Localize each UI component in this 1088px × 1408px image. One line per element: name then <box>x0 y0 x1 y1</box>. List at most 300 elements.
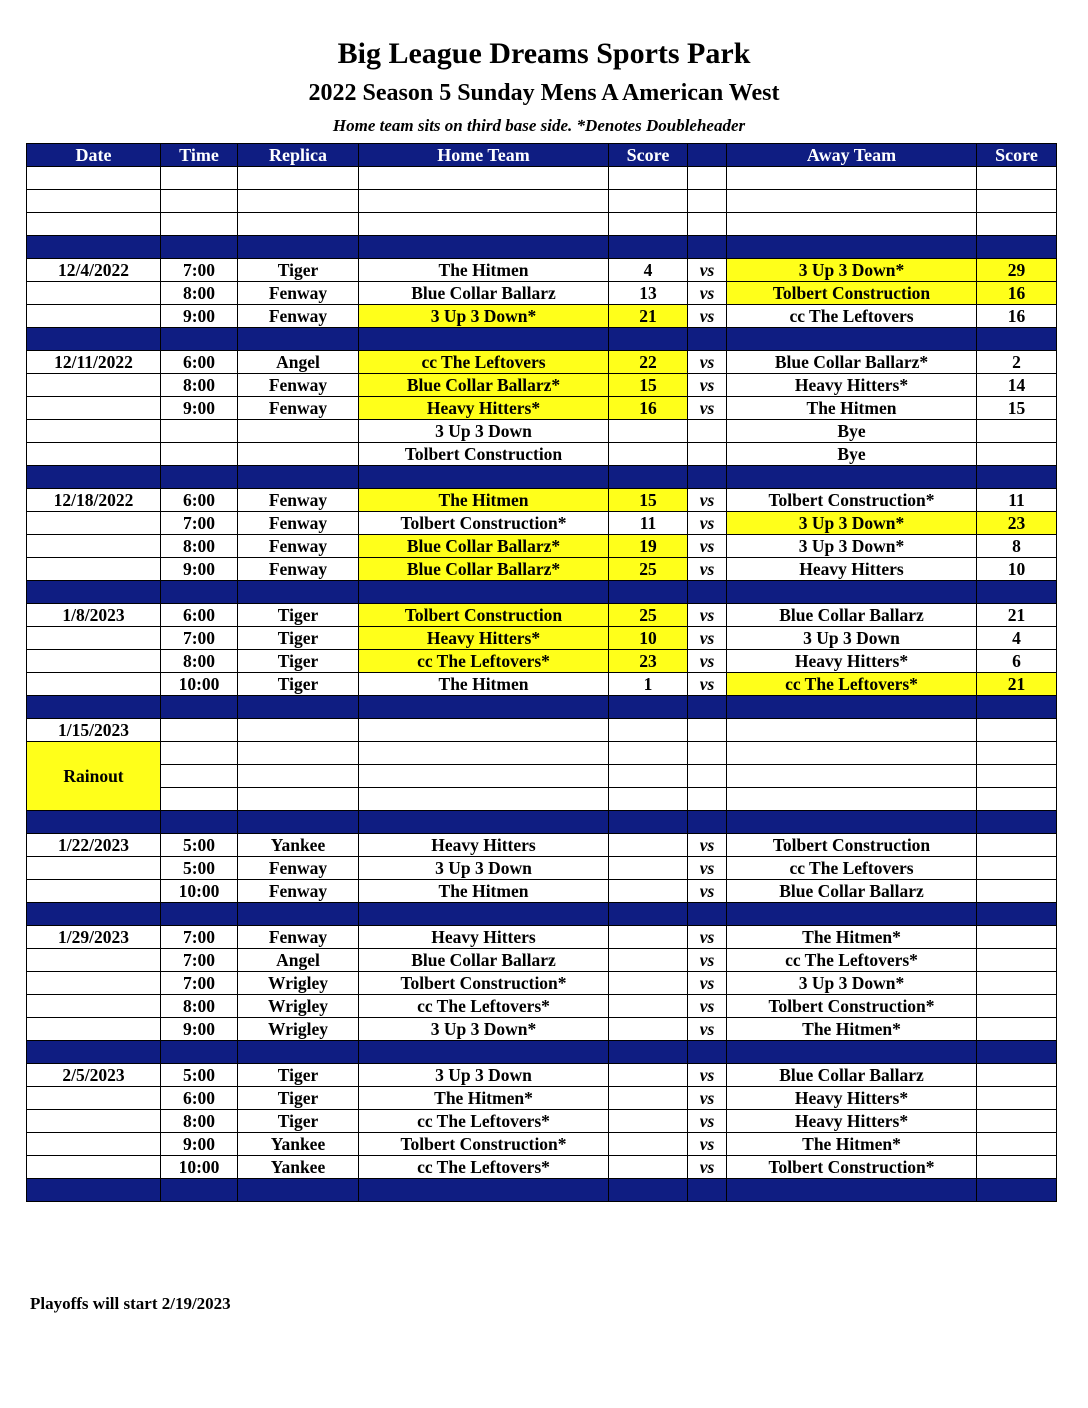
empty-cell <box>688 742 727 765</box>
separator-cell <box>161 811 238 834</box>
empty-cell <box>727 742 977 765</box>
cell-home-team: Heavy Hitters <box>359 926 609 949</box>
cell-replica <box>238 420 359 443</box>
col-header-home-team: Home Team <box>359 144 609 167</box>
cell-home-team: Blue Collar Ballarz <box>359 282 609 305</box>
separator-cell <box>977 811 1057 834</box>
table-row <box>27 282 1057 305</box>
separator-cell <box>161 328 238 351</box>
cell-home-score <box>609 857 688 880</box>
table-row <box>27 719 1057 742</box>
table-row <box>27 604 1057 627</box>
cell-vs <box>688 420 727 443</box>
cell-home-score <box>609 1064 688 1087</box>
cell-away-score <box>977 1133 1057 1156</box>
cell-date: 1/29/2023 <box>27 926 161 949</box>
cell-vs: vs <box>688 1156 727 1179</box>
cell-replica: Fenway <box>238 305 359 328</box>
cell-vs: vs <box>688 1110 727 1133</box>
cell-time: 5:00 <box>161 857 238 880</box>
cell-home-team: cc The Leftovers* <box>359 1110 609 1133</box>
cell-home-team: Heavy Hitters* <box>359 397 609 420</box>
cell-home-team <box>359 190 609 213</box>
cell-away-score: 15 <box>977 397 1057 420</box>
cell-time <box>161 167 238 190</box>
cell-replica: Fenway <box>238 489 359 512</box>
cell-time: 8:00 <box>161 1110 238 1133</box>
col-header-away-score: Score <box>977 144 1057 167</box>
cell-home-team: Tolbert Construction* <box>359 1133 609 1156</box>
cell-vs: vs <box>688 995 727 1018</box>
separator-row <box>27 328 1057 351</box>
separator-cell <box>359 236 609 259</box>
cell-away-score: 11 <box>977 489 1057 512</box>
cell-time: 9:00 <box>161 1133 238 1156</box>
cell-home-score <box>609 1156 688 1179</box>
cell-away-score <box>977 857 1057 880</box>
separator-cell <box>609 1041 688 1064</box>
cell-away-team: Tolbert Construction* <box>727 1156 977 1179</box>
cell-time <box>161 190 238 213</box>
separator-cell <box>27 1041 161 1064</box>
table-row <box>27 259 1057 282</box>
cell-away-team: Blue Collar Ballarz <box>727 1064 977 1087</box>
cell-home-score: 10 <box>609 627 688 650</box>
cell-away-score <box>977 167 1057 190</box>
cell-away-score: 29 <box>977 259 1057 282</box>
cell-away-score: 21 <box>977 604 1057 627</box>
cell-date <box>27 627 161 650</box>
separator-cell <box>727 1179 977 1202</box>
cell-away-score: 10 <box>977 558 1057 581</box>
empty-cell <box>609 765 688 788</box>
separator-cell <box>609 581 688 604</box>
cell-home-team: Tolbert Construction* <box>359 972 609 995</box>
cell-time: 9:00 <box>161 1018 238 1041</box>
separator-cell <box>727 328 977 351</box>
cell-replica: Fenway <box>238 397 359 420</box>
cell-home-team: 3 Up 3 Down <box>359 1064 609 1087</box>
cell-replica: Fenway <box>238 926 359 949</box>
cell-time: 6:00 <box>161 1087 238 1110</box>
col-header-vs <box>688 144 727 167</box>
separator-row <box>27 236 1057 259</box>
table-row <box>27 374 1057 397</box>
cell-away-team: The Hitmen <box>727 397 977 420</box>
cell-replica: Tiger <box>238 673 359 696</box>
separator-cell <box>161 696 238 719</box>
cell-vs: vs <box>688 305 727 328</box>
empty-cell <box>688 765 727 788</box>
cell-vs: vs <box>688 834 727 857</box>
separator-cell <box>688 466 727 489</box>
cell-vs: vs <box>688 351 727 374</box>
cell-replica: Fenway <box>238 880 359 903</box>
cell-home-score <box>609 190 688 213</box>
cell-home-score: 16 <box>609 397 688 420</box>
cell-home-team: cc The Leftovers* <box>359 1156 609 1179</box>
cell-away-score <box>977 1110 1057 1133</box>
cell-time: 7:00 <box>161 259 238 282</box>
cell-away-team: Blue Collar Ballarz <box>727 880 977 903</box>
cell-vs: vs <box>688 374 727 397</box>
cell-away-score: 8 <box>977 535 1057 558</box>
cell-away-team: cc The Leftovers <box>727 857 977 880</box>
cell-vs: vs <box>688 489 727 512</box>
cell-replica <box>238 719 359 742</box>
separator-row <box>27 581 1057 604</box>
cell-date <box>27 305 161 328</box>
separator-cell <box>238 466 359 489</box>
cell-replica: Tiger <box>238 259 359 282</box>
cell-date <box>27 995 161 1018</box>
cell-date <box>27 673 161 696</box>
cell-away-team: Heavy Hitters* <box>727 650 977 673</box>
cell-away-team <box>727 167 977 190</box>
cell-home-score <box>609 213 688 236</box>
cell-date <box>27 213 161 236</box>
separator-cell <box>27 903 161 926</box>
cell-home-score <box>609 420 688 443</box>
cell-home-team: cc The Leftovers* <box>359 650 609 673</box>
separator-cell <box>238 328 359 351</box>
cell-vs: vs <box>688 926 727 949</box>
cell-home-team: Blue Collar Ballarz* <box>359 535 609 558</box>
cell-vs: vs <box>688 259 727 282</box>
cell-vs <box>688 167 727 190</box>
table-row <box>27 1018 1057 1041</box>
cell-replica <box>238 190 359 213</box>
cell-replica: Wrigley <box>238 1018 359 1041</box>
col-header-date: Date <box>27 144 161 167</box>
cell-away-score: 6 <box>977 650 1057 673</box>
cell-time: 10:00 <box>161 1156 238 1179</box>
cell-date <box>27 420 161 443</box>
cell-away-team <box>727 213 977 236</box>
table-row <box>27 190 1057 213</box>
table-row <box>27 1110 1057 1133</box>
cell-replica: Angel <box>238 351 359 374</box>
empty-cell <box>359 765 609 788</box>
cell-time: 7:00 <box>161 512 238 535</box>
cell-home-team: The Hitmen <box>359 673 609 696</box>
cell-away-team: cc The Leftovers* <box>727 673 977 696</box>
cell-home-score <box>609 1087 688 1110</box>
separator-cell <box>609 696 688 719</box>
empty-cell <box>609 788 688 811</box>
separator-cell <box>609 903 688 926</box>
cell-vs <box>688 719 727 742</box>
cell-away-team: The Hitmen* <box>727 926 977 949</box>
separator-cell <box>27 811 161 834</box>
page-subtitle: 2022 Season 5 Sunday Mens A American West <box>308 80 780 106</box>
cell-home-team: The Hitmen <box>359 489 609 512</box>
separator-cell <box>977 903 1057 926</box>
cell-replica <box>238 443 359 466</box>
separator-cell <box>727 811 977 834</box>
separator-cell <box>977 696 1057 719</box>
cell-away-score: 4 <box>977 627 1057 650</box>
separator-cell <box>688 811 727 834</box>
cell-time: 8:00 <box>161 650 238 673</box>
cell-away-score <box>977 190 1057 213</box>
separator-cell <box>238 903 359 926</box>
cell-time: 7:00 <box>161 926 238 949</box>
cell-vs: vs <box>688 512 727 535</box>
schedule-body <box>27 167 1057 1202</box>
empty-cell <box>977 788 1057 811</box>
cell-home-score <box>609 1110 688 1133</box>
table-row <box>27 834 1057 857</box>
cell-home-score: 25 <box>609 558 688 581</box>
cell-date: 1/8/2023 <box>27 604 161 627</box>
empty-cell <box>161 765 238 788</box>
table-row <box>27 397 1057 420</box>
empty-cell <box>359 788 609 811</box>
cell-away-score <box>977 949 1057 972</box>
table-row <box>27 742 1057 765</box>
cell-home-score <box>609 834 688 857</box>
cell-date <box>27 190 161 213</box>
cell-replica: Tiger <box>238 627 359 650</box>
cell-away-team: 3 Up 3 Down* <box>727 259 977 282</box>
cell-date <box>27 167 161 190</box>
cell-time <box>161 719 238 742</box>
cell-date <box>27 972 161 995</box>
cell-home-team: Blue Collar Ballarz* <box>359 558 609 581</box>
col-header-home-score: Score <box>609 144 688 167</box>
table-row <box>27 420 1057 443</box>
separator-cell <box>359 1041 609 1064</box>
cell-away-team: Bye <box>727 420 977 443</box>
cell-replica: Tiger <box>238 1110 359 1133</box>
separator-cell <box>161 236 238 259</box>
cell-home-score <box>609 719 688 742</box>
separator-row <box>27 811 1057 834</box>
cell-home-team <box>359 213 609 236</box>
separator-cell <box>238 696 359 719</box>
separator-cell <box>161 903 238 926</box>
cell-away-score: 16 <box>977 282 1057 305</box>
empty-cell <box>977 742 1057 765</box>
cell-away-team <box>727 190 977 213</box>
cell-date <box>27 282 161 305</box>
cell-replica: Wrigley <box>238 972 359 995</box>
cell-vs: vs <box>688 558 727 581</box>
cell-time: 8:00 <box>161 374 238 397</box>
cell-home-score <box>609 1018 688 1041</box>
cell-away-score: 16 <box>977 305 1057 328</box>
empty-cell <box>727 765 977 788</box>
table-row <box>27 512 1057 535</box>
separator-cell <box>727 236 977 259</box>
cell-vs <box>688 443 727 466</box>
cell-vs: vs <box>688 1133 727 1156</box>
separator-cell <box>359 1179 609 1202</box>
separator-cell <box>359 581 609 604</box>
separator-cell <box>27 1179 161 1202</box>
col-header-replica: Replica <box>238 144 359 167</box>
cell-replica: Angel <box>238 949 359 972</box>
separator-cell <box>688 328 727 351</box>
cell-away-score <box>977 213 1057 236</box>
cell-home-team: Blue Collar Ballarz <box>359 949 609 972</box>
cell-away-score <box>977 443 1057 466</box>
cell-vs: vs <box>688 650 727 673</box>
separator-cell <box>27 466 161 489</box>
cell-home-team: cc The Leftovers <box>359 351 609 374</box>
separator-cell <box>161 1179 238 1202</box>
separator-cell <box>238 1179 359 1202</box>
cell-home-score <box>609 167 688 190</box>
separator-cell <box>238 1041 359 1064</box>
cell-away-team: cc The Leftovers* <box>727 949 977 972</box>
separator-cell <box>727 1041 977 1064</box>
table-row <box>27 788 1057 811</box>
separator-row <box>27 903 1057 926</box>
separator-cell <box>977 236 1057 259</box>
cell-away-score <box>977 995 1057 1018</box>
cell-date <box>27 397 161 420</box>
cell-date: 1/22/2023 <box>27 834 161 857</box>
cell-date: 1/15/2023 <box>27 719 161 742</box>
cell-away-team: Heavy Hitters* <box>727 374 977 397</box>
cell-date <box>27 443 161 466</box>
cell-home-team: Blue Collar Ballarz* <box>359 374 609 397</box>
cell-away-team: Tolbert Construction <box>727 282 977 305</box>
cell-home-score: 13 <box>609 282 688 305</box>
cell-home-team: 3 Up 3 Down <box>359 857 609 880</box>
cell-away-team: Bye <box>727 443 977 466</box>
table-row <box>27 167 1057 190</box>
separator-cell <box>609 328 688 351</box>
cell-home-team: The Hitmen <box>359 880 609 903</box>
table-header-row <box>27 144 1057 167</box>
cell-home-team: The Hitmen* <box>359 1087 609 1110</box>
cell-home-score <box>609 880 688 903</box>
cell-home-team: cc The Leftovers* <box>359 995 609 1018</box>
separator-cell <box>688 236 727 259</box>
cell-home-team: 3 Up 3 Down <box>359 420 609 443</box>
cell-vs: vs <box>688 535 727 558</box>
cell-replica: Tiger <box>238 650 359 673</box>
cell-date: 12/4/2022 <box>27 259 161 282</box>
cell-home-score: 1 <box>609 673 688 696</box>
separator-cell <box>727 581 977 604</box>
separator-cell <box>727 903 977 926</box>
empty-cell <box>977 765 1057 788</box>
page-title: Big League Dreams Sports Park <box>337 37 751 70</box>
table-row <box>27 627 1057 650</box>
cell-replica: Yankee <box>238 1133 359 1156</box>
cell-away-team: Tolbert Construction* <box>727 489 977 512</box>
cell-home-score <box>609 972 688 995</box>
cell-home-team: Heavy Hitters <box>359 834 609 857</box>
cell-vs: vs <box>688 282 727 305</box>
cell-away-score <box>977 834 1057 857</box>
separator-cell <box>27 581 161 604</box>
cell-home-score: 25 <box>609 604 688 627</box>
cell-home-team: Heavy Hitters* <box>359 627 609 650</box>
table-row <box>27 972 1057 995</box>
cell-vs: vs <box>688 1018 727 1041</box>
cell-date <box>27 857 161 880</box>
cell-home-team: Tolbert Construction* <box>359 512 609 535</box>
cell-home-score: 15 <box>609 489 688 512</box>
table-row <box>27 857 1057 880</box>
cell-vs <box>688 190 727 213</box>
cell-time: 8:00 <box>161 535 238 558</box>
cell-vs: vs <box>688 627 727 650</box>
empty-cell <box>161 742 238 765</box>
separator-cell <box>609 466 688 489</box>
cell-away-team: 3 Up 3 Down* <box>727 535 977 558</box>
cell-date <box>27 374 161 397</box>
separator-cell <box>359 696 609 719</box>
cell-time: 10:00 <box>161 880 238 903</box>
separator-cell <box>977 1041 1057 1064</box>
cell-time <box>161 443 238 466</box>
cell-date <box>27 949 161 972</box>
cell-date: 12/18/2022 <box>27 489 161 512</box>
cell-home-score: 11 <box>609 512 688 535</box>
cell-away-team: 3 Up 3 Down* <box>727 512 977 535</box>
table-row <box>27 673 1057 696</box>
separator-cell <box>161 1041 238 1064</box>
separator-cell <box>238 811 359 834</box>
cell-time: 9:00 <box>161 397 238 420</box>
cell-time: 10:00 <box>161 673 238 696</box>
table-row <box>27 1064 1057 1087</box>
separator-cell <box>27 236 161 259</box>
separator-cell <box>688 1179 727 1202</box>
cell-away-score: 23 <box>977 512 1057 535</box>
separator-cell <box>359 328 609 351</box>
separator-cell <box>609 811 688 834</box>
cell-away-score <box>977 1064 1057 1087</box>
cell-vs: vs <box>688 857 727 880</box>
cell-away-score: 14 <box>977 374 1057 397</box>
separator-row <box>27 466 1057 489</box>
cell-home-score: 4 <box>609 259 688 282</box>
separator-cell <box>688 1041 727 1064</box>
cell-time: 7:00 <box>161 627 238 650</box>
cell-away-team: Heavy Hitters <box>727 558 977 581</box>
cell-vs: vs <box>688 604 727 627</box>
table-row <box>27 995 1057 1018</box>
playoffs-note: Playoffs will start 2/19/2023 <box>30 1294 231 1313</box>
table-row <box>27 765 1057 788</box>
separator-cell <box>161 466 238 489</box>
cell-date <box>27 535 161 558</box>
cell-home-score: 15 <box>609 374 688 397</box>
cell-time: 6:00 <box>161 604 238 627</box>
cell-time: 9:00 <box>161 305 238 328</box>
cell-vs: vs <box>688 880 727 903</box>
table-row <box>27 213 1057 236</box>
schedule-note: Home team sits on third base side. *Denotes Doubleheader <box>332 116 746 135</box>
cell-time: 6:00 <box>161 351 238 374</box>
cell-away-team: cc The Leftovers <box>727 305 977 328</box>
separator-row <box>27 1041 1057 1064</box>
col-header-away-team: Away Team <box>727 144 977 167</box>
cell-date: 2/5/2023 <box>27 1064 161 1087</box>
table-row <box>27 305 1057 328</box>
cell-home-score: 23 <box>609 650 688 673</box>
separator-cell <box>238 581 359 604</box>
table-row <box>27 443 1057 466</box>
cell-time: 8:00 <box>161 282 238 305</box>
